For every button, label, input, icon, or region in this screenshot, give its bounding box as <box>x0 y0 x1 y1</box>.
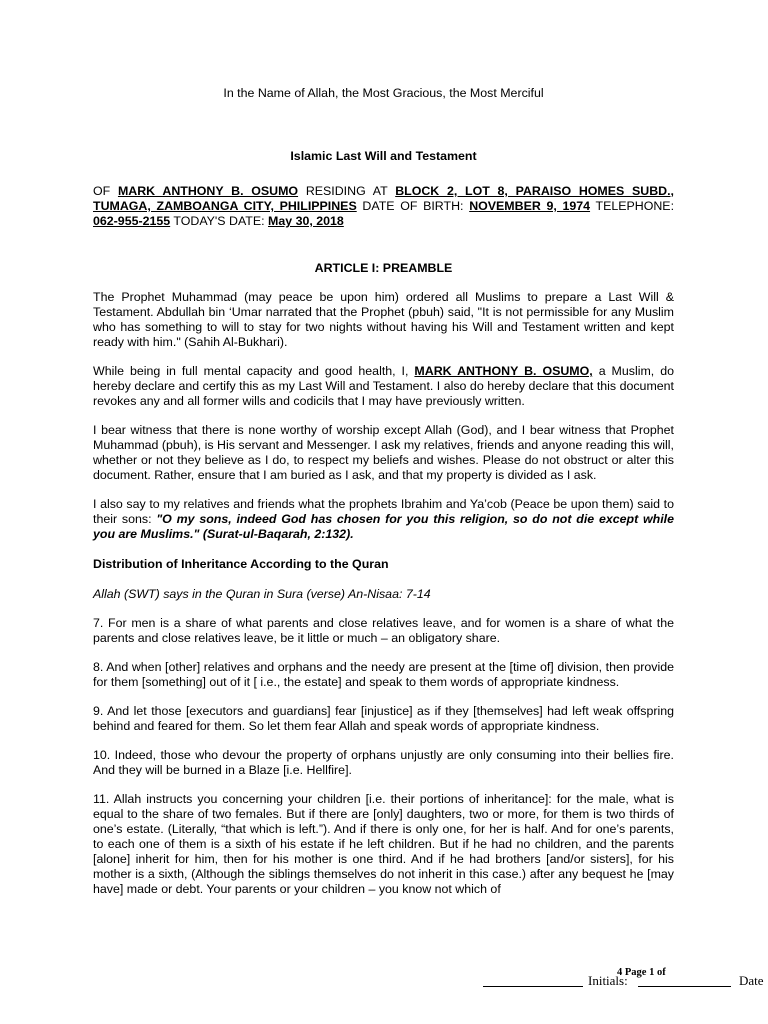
declaration-name: MARK ANTHONY B. OSUMO, <box>414 364 593 378</box>
initials-blank-line <box>483 986 583 987</box>
initials-label: Initials: <box>588 973 628 988</box>
testator-dob: NOVEMBER 9, 1974 <box>469 199 591 213</box>
testator-details <box>93 184 674 229</box>
invocation-line: In the Name of Allah, the Most Gracious, the Most Merciful <box>223 86 544 100</box>
paragraph-sons-quote <box>93 497 674 542</box>
verse-10: 10. Indeed, those who devour the property of orphans unjustly are only consuming into their bellies fire. And they will be burned in a Blaze [i.e. Hellfire]. <box>93 748 674 777</box>
verse-11: 11. Allah instructs you concerning your children [i.e. their portions of inheritance]: for the male, what is equal to the share of two females. But if there are [only] daughters, two or more, for them is two thirds of one’s estate. (Literally, “that which is left.”). And if there is only one, for her is half. And for one’s parents, to each one of them is a sixth of his estate if he left children. But if he had no children, and the parents [alone] inherit for him, then for his mother is one third. And if he had brothers [and/or sisters], for his mother is a sixth, (Although the siblings themselves do not inherit in this case.) after any bequest he [may have] made or debt. Your parents or your children – you know not which of <box>93 792 674 896</box>
page-footer <box>0 967 768 997</box>
paragraph-declaration <box>93 364 674 409</box>
declaration-text-start: While being in full mental capacity and good health, I, <box>93 364 409 378</box>
residing-label: RESIDING AT <box>305 184 388 198</box>
date-label: TODAY'S DATE: <box>173 214 265 228</box>
testator-prefix: OF <box>93 184 111 198</box>
verse-7: 7. For men is a share of what parents and close relatives leave, and for women is a share of what the parents and close relatives leave, be it little or much – an obligatory share. <box>93 616 674 645</box>
paragraph-prophet-order: The Prophet Muhammad (may peace be upon him) ordered all Muslims to prepare a Last Will & Testament. Abdullah bin ‘Umar narrated that the Prophet (pbuh) said, "It is not permissible for any Muslim who has something to will to stay for two nights without having his Will and Testament written and kept ready with him." (Sahih Al-Bukhari). <box>93 290 674 349</box>
testator-address: BLOCK 2, LOT 8, PARAISO HOMES SUBD., TUMAGA, ZAMBOANGA CITY, PHILIPPINES <box>93 184 674 213</box>
footer-date-label: Date <box>739 973 764 988</box>
page-number: 4 Page 1 of <box>617 967 666 978</box>
declaration-text-end: a Muslim, do hereby declare and certify this as my Last Will and Testament. I also do hereby declare that this document revokes any and all former wills and codicils that I may have previously written. <box>93 364 674 408</box>
sons-quote-intro: I also say to my relatives and friends what the prophets Ibrahim and Ya’cob (Peace be upon them) said to their sons: <box>93 497 674 526</box>
sura-reference: Allah (SWT) says in the Quran in Sura (verse) An-Nisaa: 7-14 <box>93 587 431 601</box>
dob-label: DATE OF BIRTH: <box>362 199 464 213</box>
quran-quote: "O my sons, indeed God has chosen for you this religion, so do not die except while you are Muslims." (Surat-ul-Baqarah, 2:132). <box>93 512 674 541</box>
testator-name: MARK ANTHONY B. OSUMO <box>117 184 299 198</box>
paragraph-witness: I bear witness that there is none worthy of worship except Allah (God), and I bear witness that Prophet Muhammad (pbuh), is His servant and Messenger. I ask my relatives, friends and anyone reading this will, whether or not they believe as I do, to respect my beliefs and wishes. Please do not obstruct or alter this document. Rather, ensure that I am buried as I ask, and that my property is divided as I ask. <box>93 423 674 482</box>
document-body <box>93 86 674 897</box>
verse-9: 9. And let those [executors and guardians] fear [injustice] as if they [themselves] had left weak offspring behind and feared for them. So let them fear Allah and speak words of appropriate kindness. <box>93 704 674 733</box>
telephone-label: TELEPHONE: <box>595 199 675 213</box>
testator-telephone: 062-955-2155 <box>93 214 171 228</box>
document-title: Islamic Last Will and Testament <box>290 149 477 163</box>
date-blank-line <box>638 986 731 987</box>
verse-8: 8. And when [other] relatives and orphans and the needy are present at the [time of] division, then provide for them [something] out of it [ i.e., the estate] and speak to them words of appropriate kindness. <box>93 660 674 689</box>
will-date: May 30, 2018 <box>268 214 344 228</box>
section-heading: Distribution of Inheritance According to the Quran <box>93 557 389 571</box>
article-title: ARTICLE I: PREAMBLE <box>314 261 453 275</box>
